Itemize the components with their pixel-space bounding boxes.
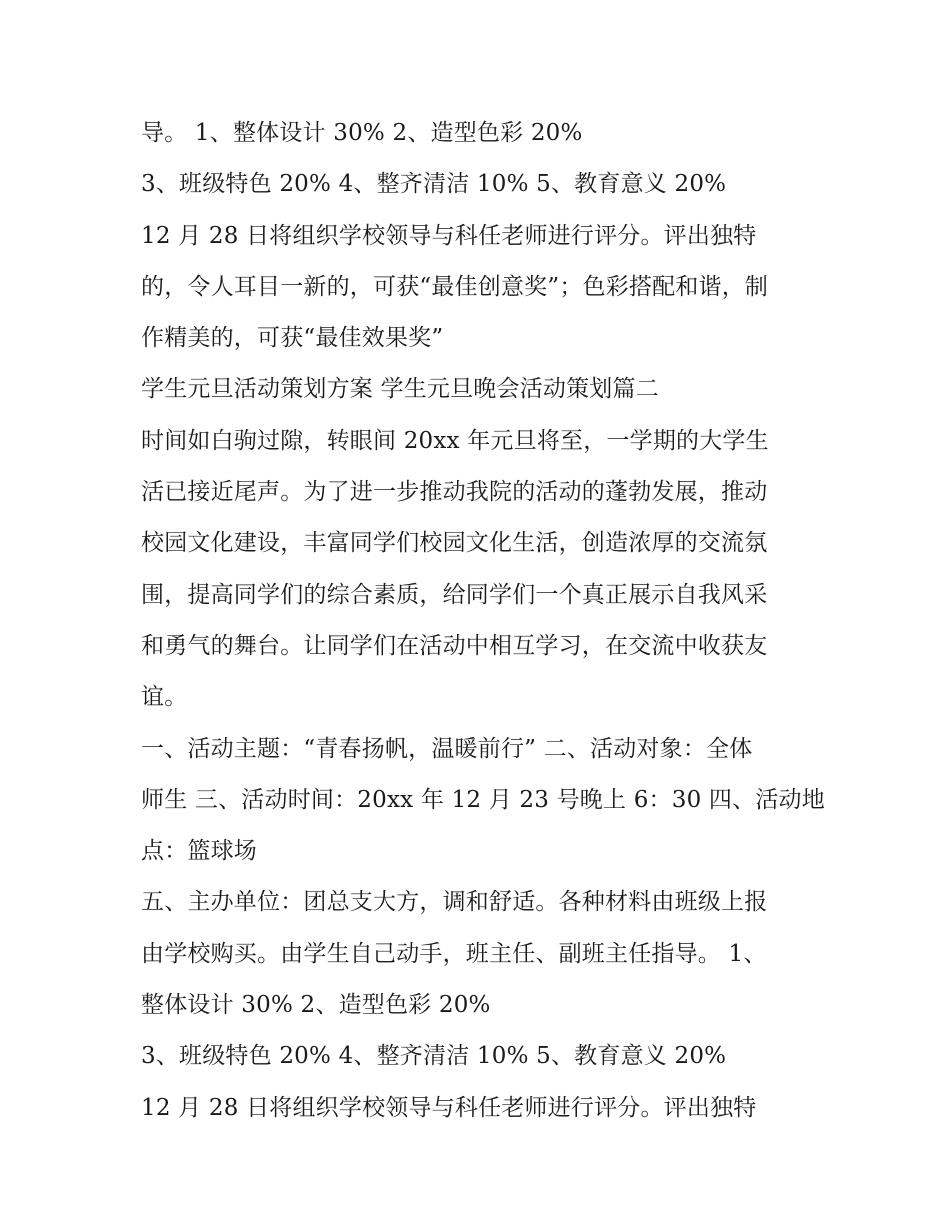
text-line-10: 围，提高同学们的综合素质，给同学们一个真正展示自我风采 bbox=[141, 581, 768, 608]
text-line-3: 12 月 28 日将组织学校领导与科任老师进行评分。评出独特 bbox=[141, 222, 757, 249]
text-line-16: 五、主办单位：团总支大方，调和舒适。各种材料由班级上报 bbox=[141, 889, 768, 916]
section-heading: 学生元旦活动策划方案 学生元旦晚会活动策划篇二 bbox=[141, 376, 659, 403]
text-line-17: 由学校购买。由学生自己动手，班主任、副班主任指导。 1、 bbox=[141, 940, 767, 967]
text-line-11: 和勇气的舞台。让同学们在活动中相互学习，在交流中收获友 bbox=[141, 632, 768, 659]
text-line-4: 的，令人耳目一新的，可获“最佳创意奖”；色彩搭配和谐，制 bbox=[141, 273, 769, 300]
text-line-15: 点：篮球场 bbox=[141, 838, 257, 865]
text-line-5: 作精美的，可获“最佳效果奖” bbox=[141, 325, 444, 352]
text-line-14: 师生 三、活动时间：20xx 年 12 月 23 号晚上 6：30 四、活动地 bbox=[141, 786, 825, 813]
text-line-12: 谊。 bbox=[141, 684, 188, 711]
text-line-9: 校园文化建设，丰富同学们校园文化生活，创造浓厚的交流氛 bbox=[141, 530, 768, 557]
text-line-8: 活已接近尾声。为了进一步推动我院的活动的蓬勃发展，推动 bbox=[141, 479, 768, 506]
text-line-13: 一、活动主题：“青春扬帆，温暖前行” 二、活动对象：全体 bbox=[141, 735, 753, 762]
text-line-1: 导。 1、整体设计 30% 2、造型色彩 20% bbox=[141, 120, 583, 146]
text-line-20: 12 月 28 日将组织学校领导与科任老师进行评分。评出独特 bbox=[141, 1094, 757, 1121]
text-line-19: 3、班级特色 20% 4、整齐清洁 10% 5、教育意义 20% bbox=[141, 1043, 727, 1070]
text-line-18: 整体设计 30% 2、造型色彩 20% bbox=[141, 992, 491, 1019]
text-line-2: 3、班级特色 20% 4、整齐清洁 10% 5、教育意义 20% bbox=[141, 171, 727, 198]
text-line-7: 时间如白驹过隙，转眼间 20xx 年元旦将至，一学期的大学生 bbox=[141, 427, 769, 454]
document-body bbox=[141, 108, 825, 1134]
